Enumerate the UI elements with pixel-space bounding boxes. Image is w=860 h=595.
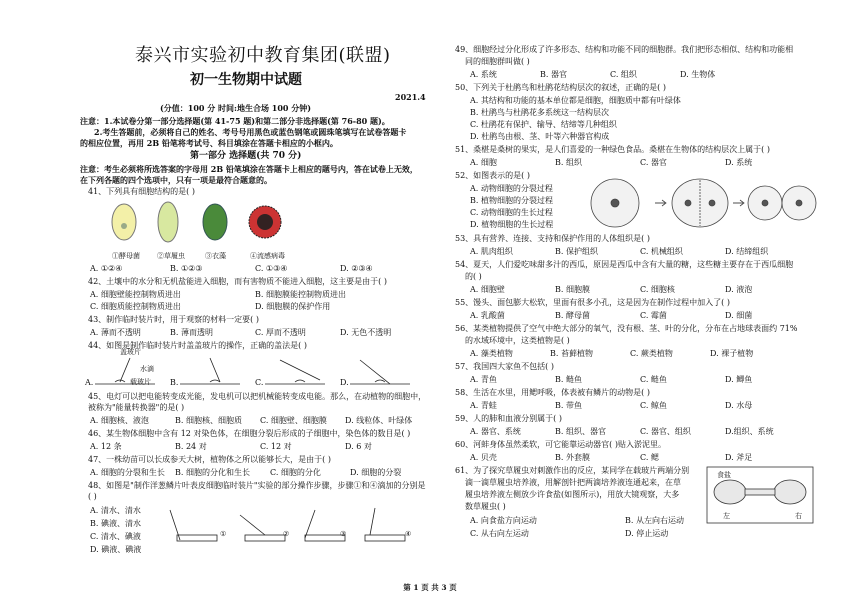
question-54-stem-cont: 的( ) [465, 272, 482, 281]
q44-option-c[interactable]: C. [255, 378, 264, 387]
q58-option-c[interactable]: C. 鲸鱼 [640, 401, 667, 410]
q61-option-c[interactable]: C. 从右向左运动 [470, 529, 529, 538]
q46-option-c[interactable]: C. 12 对 [260, 442, 292, 451]
q61-label-left: 左 [723, 512, 730, 520]
question-48-stem: 48、如图是"制作洋葱鳞片叶表皮细胞临时装片"实验的部分操作步骤，步骤①和④滴加的分别是 [88, 481, 426, 490]
q55-option-c[interactable]: C. 霉菌 [640, 311, 667, 320]
question-60-stem: 60、河蚌身体虽然柔软，可它能靠运动器官( )贴入淤泥里。 [455, 440, 666, 449]
question-47-stem: 47、一株幼苗可以长成参天大树，植物体之所以能够长大，是由于( ) [88, 455, 331, 464]
q55-option-d[interactable]: D. 细菌 [725, 311, 753, 320]
q41-fig-label-4: ④流感病毒 [250, 252, 285, 260]
notice-2: 2.考生答题前，必须将自己的姓名、考号号用黑色或蓝色钢笔或圆珠笔填写在试卷答题卡 [94, 127, 407, 137]
question-49-stem-cont: 同的细胞群叫做( ) [465, 57, 530, 66]
q56-option-d[interactable]: D. 裸子植物 [710, 349, 754, 358]
q48-step-1: ① [220, 530, 227, 538]
q44-option-b[interactable]: B. [170, 378, 179, 387]
question-55-stem: 55、馒头、面包膨大松软，里面有很多小孔，这是因为在制作过程中加入了( ) [455, 298, 730, 307]
q43-option-b[interactable]: B. 薄而透明 [170, 328, 213, 337]
q44-label-slide: 载玻片 [130, 378, 151, 386]
q61-option-b[interactable]: B. 从左向右运动 [625, 516, 684, 525]
question-41-stem: 41、下列具有细胞结构的是( ) [88, 187, 195, 196]
question-50-stem: 50、下列关于杜鹃鸟和杜鹃花结构层次的叙述，正确的是( ) [455, 83, 666, 92]
q44-label-water: 水滴 [140, 365, 154, 373]
question-56-stem-cont: 的水域环境中，这类植物是( ) [465, 336, 570, 345]
q43-option-d[interactable]: D. 无色不透明 [340, 328, 392, 337]
q60-option-c[interactable]: C. 鳃 [640, 453, 659, 462]
q41-fig-label-3: ③衣藻 [205, 252, 226, 260]
q61-label-salt: 食盐 [717, 471, 731, 479]
q42-option-b[interactable]: B. 细胞膜能控制物质进出 [255, 290, 346, 299]
chlamydomonas-shape [203, 204, 227, 240]
question-43-stem: 43、制作临时装片时，用于观察的材料一定要( ) [88, 315, 259, 324]
question-57-stem: 57、我国四大家鱼不包括( ) [455, 362, 554, 371]
page-footer: 第 1 页 共 3 页 [403, 583, 457, 592]
q44-option-d[interactable]: D. [340, 378, 349, 387]
exam-date: 2021.4 [395, 92, 426, 102]
part-one-heading: 第一部分 选择题(共 70 分) [190, 151, 302, 161]
q41-figure [110, 200, 290, 260]
q51-option-c[interactable]: C. 器官 [640, 158, 667, 167]
q45-option-a[interactable]: A. 细胞核、液泡 [90, 416, 149, 425]
q50-option-d[interactable]: D. 杜鹃鸟由根、茎、叶等六种器官构成 [470, 132, 610, 141]
q60-option-a[interactable]: A. 贝壳 [470, 453, 497, 462]
q58-option-a[interactable]: A. 青蛙 [470, 401, 497, 410]
q48-option-d[interactable]: D. 碘液、碘液 [90, 545, 142, 554]
q59-option-a[interactable]: A. 器官、系统 [470, 427, 521, 436]
q57-option-b[interactable]: B. 鲢鱼 [555, 375, 582, 384]
q53-option-d[interactable]: D. 结缔组织 [725, 247, 769, 256]
q59-option-b[interactable]: B. 组织、器官 [555, 427, 606, 436]
q50-option-c[interactable]: C. 杜鹃花有保护、输导、结缔等几种组织 [470, 120, 617, 129]
notice-1: 注意：1.本试卷分第一部分选择题(第 41-75 题)和第二部分非选择题(第 76-80 题)。 [80, 116, 390, 126]
q41-option-c[interactable]: C. ①③④ [255, 264, 288, 273]
q49-option-b[interactable]: B. 器官 [540, 70, 567, 79]
score-line: (分值：100 分 时间:地生合场 100 分钟) [160, 103, 312, 113]
question-45-stem: 45、电灯可以把电能转变成光能，发电机可以把机械能转变成电能。那么，在动植物的细胞中， [88, 392, 427, 401]
q41-option-b[interactable]: B. ①②③ [170, 264, 203, 273]
exam-title: 初一生物期中试题 [190, 72, 302, 88]
q49-option-c[interactable]: C. 组织 [610, 70, 637, 79]
q53-option-c[interactable]: C. 机械组织 [640, 247, 683, 256]
q41-fig-label-2: ②草履虫 [157, 252, 185, 260]
q54-option-b[interactable]: B. 细胞膜 [555, 285, 590, 294]
question-59-stem: 59、人的肺和血液分别属于( ) [455, 414, 562, 423]
q53-option-b[interactable]: B. 保护组织 [555, 247, 598, 256]
q46-option-a[interactable]: A. 12 条 [90, 442, 122, 451]
q56-option-b[interactable]: B. 苔藓植物 [550, 349, 593, 358]
question-54-stem: 54、夏天，人们爱吃味甜多汁的西瓜，原因是西瓜中含有大量的糖，这些糖主要存在于西瓜细胞 [455, 260, 794, 269]
q47-option-b[interactable]: B. 细胞的分化和生长 [175, 468, 250, 477]
question-61-stem: 61、为了探究草履虫对刺激作出的反应，某同学在载玻片两端分别 [455, 466, 690, 475]
q43-option-c[interactable]: C. 厚而不透明 [255, 328, 306, 337]
q60-option-d[interactable]: D. 斧足 [725, 453, 753, 462]
q48-option-c[interactable]: C. 清水、碘液 [90, 532, 141, 541]
q50-option-a[interactable]: A. 其结构和功能的基本单位都是细胞，细胞质中都有叶绿体 [470, 96, 681, 105]
q47-option-d[interactable]: D. 细胞的分裂 [350, 468, 402, 477]
q46-option-b[interactable]: B. 24 对 [175, 442, 207, 451]
q53-option-a[interactable]: A. 肌肉组织 [470, 247, 513, 256]
q55-option-b[interactable]: B. 酵母菌 [555, 311, 590, 320]
q41-option-a[interactable]: A. ①②④ [90, 264, 123, 273]
q52-option-a[interactable]: A. 动物细胞的分裂过程 [470, 184, 553, 193]
q58-option-b[interactable]: B. 带鱼 [555, 401, 582, 410]
question-61-stem-3: 履虫培养液左侧放少许食盐(如图所示)，用放大镜观察，大多 [465, 490, 680, 499]
q52-option-c[interactable]: C. 动物细胞的生长过程 [470, 208, 553, 217]
q48-option-b[interactable]: B. 碘液、清水 [90, 519, 141, 528]
q50-option-b[interactable]: B. 杜鹃鸟与杜鹃花多系统这一结构层次 [470, 108, 609, 117]
paramecium-shape [158, 202, 178, 242]
question-44-stem: 44、如图是制作临时装片时盖盖玻片的操作，正确的盖法是( ) [88, 341, 307, 350]
q52-option-d[interactable]: D. 植物细胞的生长过程 [470, 220, 554, 229]
q41-option-d[interactable]: D. ②③④ [340, 264, 373, 273]
question-56-stem: 56、某类植物提供了空气中绝大部分的氧气，没有根、茎、叶的分化，分布在占地球表面约 71% [455, 324, 798, 333]
q59-option-c[interactable]: C. 器官、组织 [640, 427, 691, 436]
q43-option-a[interactable]: A. 薄而不透明 [90, 328, 141, 337]
q49-option-a[interactable]: A. 系统 [470, 70, 497, 79]
q49-option-d[interactable]: D. 生物体 [680, 70, 716, 79]
q48-step-3: ③ [340, 530, 347, 538]
q61-label-right: 右 [795, 512, 802, 520]
q56-option-a[interactable]: A. 藻类植物 [470, 349, 513, 358]
q54-option-d[interactable]: D. 液泡 [725, 285, 753, 294]
q45-option-d[interactable]: D. 线粒体、叶绿体 [345, 416, 413, 425]
q51-option-d[interactable]: D. 系统 [725, 158, 753, 167]
q57-option-c[interactable]: C. 鲢鱼 [640, 375, 667, 384]
q58-option-d[interactable]: D. 水母 [725, 401, 753, 410]
q57-option-d[interactable]: D. 鲫鱼 [725, 375, 753, 384]
q44-label-coverslip: 盖玻片 [120, 348, 141, 356]
question-61-stem-2: 滴一滴草履虫培养液，用解剖针把两滴培养液连通起来，在草 [465, 478, 681, 487]
q44-option-a[interactable]: A. [85, 378, 94, 387]
q52-option-b[interactable]: B. 植物细胞的分裂过程 [470, 196, 553, 205]
q61-option-a[interactable]: A. 向食盐方向运动 [470, 516, 537, 525]
yeast-cell-shape [112, 204, 136, 240]
q48-figure [165, 500, 415, 550]
question-52-stem: 52、如图表示的是( ) [455, 171, 530, 180]
q42-option-c[interactable]: C. 细胞质能控制物质进出 [90, 302, 181, 311]
notice-3: 的相应位置，再用 2B 铅笔将考试号、科目填涂在答题卡相应的小框内。 [80, 138, 338, 148]
question-61-stem-4: 数草履虫( ) [465, 502, 506, 511]
q55-option-a[interactable]: A. 乳酸菌 [470, 311, 505, 320]
question-42-stem: 42、土壤中的水分和无机盐能进入细胞，而有害物质不能进入细胞，这主要是由于( ) [88, 277, 387, 286]
q42-option-d[interactable]: D. 细胞膜的保护作用 [255, 302, 331, 311]
question-49-stem: 49、细胞经过分化形成了许多形态、结构和功能不同的细胞群。我们把形态相似、结构和功能相 [455, 45, 794, 54]
q51-option-b[interactable]: B. 组织 [555, 158, 582, 167]
question-51-stem: 51、桑椹是桑树的果实，是人们喜爱的一种绿色食品。桑椹在生物体的结构层次上属于( ) [455, 145, 770, 154]
q46-option-d[interactable]: D. 6 对 [345, 442, 372, 451]
notice-5: 在下列各题的四个选项中，只有一项是最符合题意的。 [80, 175, 272, 185]
q48-option-a[interactable]: A. 清水、清水 [90, 506, 141, 515]
school-name: 泰兴市实验初中教育集团(联盟) [135, 45, 391, 66]
q52-cell-division-figure [585, 175, 815, 235]
q54-option-c[interactable]: C. 细胞核 [640, 285, 675, 294]
q41-fig-label-1: ①酵母菌 [112, 252, 140, 260]
question-53-stem: 53、具有营养、连接、支持和保护作用的人体组织是( ) [455, 234, 650, 243]
q59-option-d[interactable]: D.组织、系统 [725, 427, 774, 436]
q47-option-a[interactable]: A. 细胞的分裂和生长 [90, 468, 165, 477]
q48-step-4: ④ [405, 530, 412, 538]
notice-4: 注意：考生必须将所选答案的字母用 2B 铅笔填涂在答题卡上相应的题号内，答在试卷上无效， [80, 164, 418, 174]
q45-option-b[interactable]: B. 细胞核、细胞质 [175, 416, 242, 425]
q61-option-d[interactable]: D. 停止运动 [625, 529, 669, 538]
q60-option-b[interactable]: B. 外套膜 [555, 453, 590, 462]
question-48-stem-cont: ( ) [88, 492, 97, 501]
q47-option-c[interactable]: C. 细胞的分化 [270, 468, 321, 477]
question-45-stem-cont: 被称为"能量转换器"的是( ) [88, 403, 185, 412]
q54-option-a[interactable]: A. 细胞壁 [470, 285, 505, 294]
question-58-stem: 58、生活在水里，用鳃呼吸，体表被有鳞片的动物是( ) [455, 388, 650, 397]
q45-option-c[interactable]: C. 细胞壁、细胞膜 [260, 416, 327, 425]
q48-step-2: ② [283, 530, 290, 538]
question-46-stem: 46、某生物体细胞中含有 12 对染色体，在细胞分裂后形成的子细胞中，染色体的数目是( ) [88, 429, 411, 438]
q42-option-a[interactable]: A. 细胞壁能控制物质进出 [90, 290, 181, 299]
q57-option-a[interactable]: A. 青鱼 [470, 375, 497, 384]
q51-option-a[interactable]: A. 细胞 [470, 158, 497, 167]
q56-option-c[interactable]: C. 蕨类植物 [630, 349, 673, 358]
